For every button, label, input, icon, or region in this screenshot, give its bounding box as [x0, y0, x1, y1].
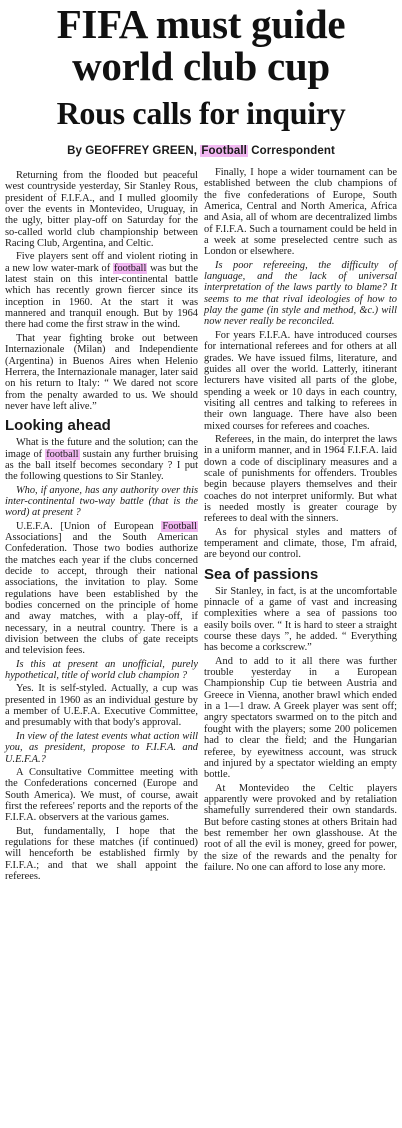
byline-prefix: By GEOFFREY GREEN,	[67, 145, 201, 157]
paragraph-text: What is the future and the solution; can the image of	[5, 437, 198, 460]
headline-line-2: world club cup	[72, 43, 330, 89]
paragraph: Referees, in the main, do interpret the laws in a uniform manner, and in 1964 F.I.F.A. laid down a code of disciplinary measures and a scale of punishments for offenders. Troubles begin because players themselves and their coaches do not interpret uniformly. But what is needed mostly is greater courage by referees to deal with the sinners.	[204, 433, 397, 525]
paragraph-text: sustain any further bruising as the ball itself becomes secondary ? I put the following questions to Sir Stanley.	[5, 448, 198, 483]
paragraph-text: Five players sent off and violent rioting in a new low water-mark of	[5, 251, 198, 274]
paragraph: And to add to it all there was further trouble yesterday in a European Championship Cup tie between Austria and Greece in Vienna, another brawl which ended in a 1—1 draw. A Greek player was sent off; angry spectators swarmed on to the pitch and fought with the players; some 200 policemen had to clear the field; and the Hungarian referee, by eyewitness account, was struck and injured by a spectator wielding an empty bottle.	[204, 655, 397, 781]
search-highlight: football	[46, 448, 79, 460]
byline	[0, 145, 402, 157]
interview-question: In view of the latest events what action will you, as president, propose to F.I.F.A. and U.E.F.A.?	[5, 730, 198, 765]
paragraph: Returning from the flooded but peaceful west countryside yesterday, Sir Stanley Rous, president of F.I.F.A., and I mulled gloomily over the events in Montevideo, Uruguay, in the ugly, bitter play-off on Saturday for the so-called world club championship between Racing Club, Argentina, and Celtic.	[5, 170, 198, 250]
paragraph: Finally, I hope a wider tournament can be established between the club champions of the five confederations of Europe, South America, Central and North America, Africa and Asia, all of whom are decentralized limbs of F.I.F.A. Such a tournament could be held in a week at some preselected centre such as London or elsewhere.	[204, 167, 397, 258]
paragraph: As for physical styles and matters of temperament and climate, those, I'm afraid, are beyond our control.	[204, 526, 397, 561]
paragraph: Yes. It is self-styled. Actually, a cup was presented in 1960 as an individual gesture by a member of U.E.F.A. Executive Committee, and presumably with that body's approval.	[5, 683, 198, 729]
paragraph-text: U.E.F.A. [Union of European	[16, 520, 162, 532]
search-highlight: Football	[201, 145, 247, 157]
subheadline: Rous calls for inquiry	[56, 95, 346, 131]
section-heading: Sea of passions	[204, 565, 319, 583]
byline-suffix: Correspondent	[247, 145, 335, 157]
paragraph: A Consultative Committee meeting with the Confederations concerned (Europe and South America). We must, of course, await first the referees' reports and the reports of the F.I.F.A. observers at the various games.	[5, 766, 198, 824]
interview-question: Is this at present an unofficial, purely hypothetical, title of world club champion ?	[5, 658, 198, 682]
interview-question: Is poor refereeing, the difficulty of language, and the lack of universal interpretation of the laws partly to blame? It seems to me that rival ideologies of how to play the game (in style and method, &c.) will now never really be reconciled.	[204, 259, 397, 328]
section-heading: Looking ahead	[5, 417, 111, 435]
paragraph	[5, 437, 198, 482]
interview-question: Who, if anyone, has any authority over this inter-continental two-way battle (that is the word) at present ?	[5, 484, 198, 519]
paragraph: For years F.I.F.A. have introduced courses for international referees and for others at all grades. We have issued films, literature, and guides all over the world. Latterly, itinerant lecturers have visited all parts of the globe, spending a week or 10 days in each country, visiting all centres and talking to referees in their own language. There have also been mixed courses for referees and coaches.	[204, 329, 397, 432]
paragraph: That year fighting broke out between Internazionale (Milan) and Independiente (Argentina) in Buenos Aires when Helenio Herrera, the Internazionale manager, later said on his return to Italy: “ We dared not score from the penalty awarded to us. We should never have left alive.”	[5, 332, 198, 412]
headline-line-1: FIFA must guide	[56, 1, 346, 47]
paragraph: At Montevideo the Celtic players apparently were provoked and by retaliation shamefully surrendered their own standards. But before casting stones at others Britain had best remember her own glasshouse. At the root of all the evil is money, greed for power, the size of the rewards and the penalty for failure. No one can afford to lose any more.	[204, 782, 397, 873]
paragraph: Sir Stanley, in fact, is at the uncomfortable pinnacle of a game of vast and increasing complexities where a sea of passions too easily boils over. “ It is hard to steer a straight course these days ”, he added. “ Everything has become a corkscrew.”	[204, 585, 397, 654]
paragraph-text: was but the latest stain on this inter-continental battle which has recently grown fiercer since its inception in 1960. At the start it was mannered and tranquil enough. But by 1964 there had come the first straw in the wind.	[5, 262, 198, 331]
article-column-2	[204, 167, 397, 875]
article-column-1	[5, 170, 198, 884]
search-highlight: football	[114, 262, 147, 274]
search-highlight: Football	[162, 520, 197, 532]
paragraph	[5, 521, 198, 657]
paragraph: But, fundamentally, I hope that the regulations for these matches (if continued) will henceforth be established firmly by F.I.F.A.; and that we shall appoint the referees.	[5, 825, 198, 882]
paragraph	[5, 251, 198, 330]
paragraph-text: Associations] and the South American Confederation. Those two bodies authorize the matches each year if the clubs concerned decide to accept, through their national associations, the invitation to play. Some regulations have been established by the bodies concerned on the principle of home and away matches, with a play-off, if necessary, in a neutral country. There is a division between the clubs of gate receipts and television fees.	[5, 531, 198, 657]
